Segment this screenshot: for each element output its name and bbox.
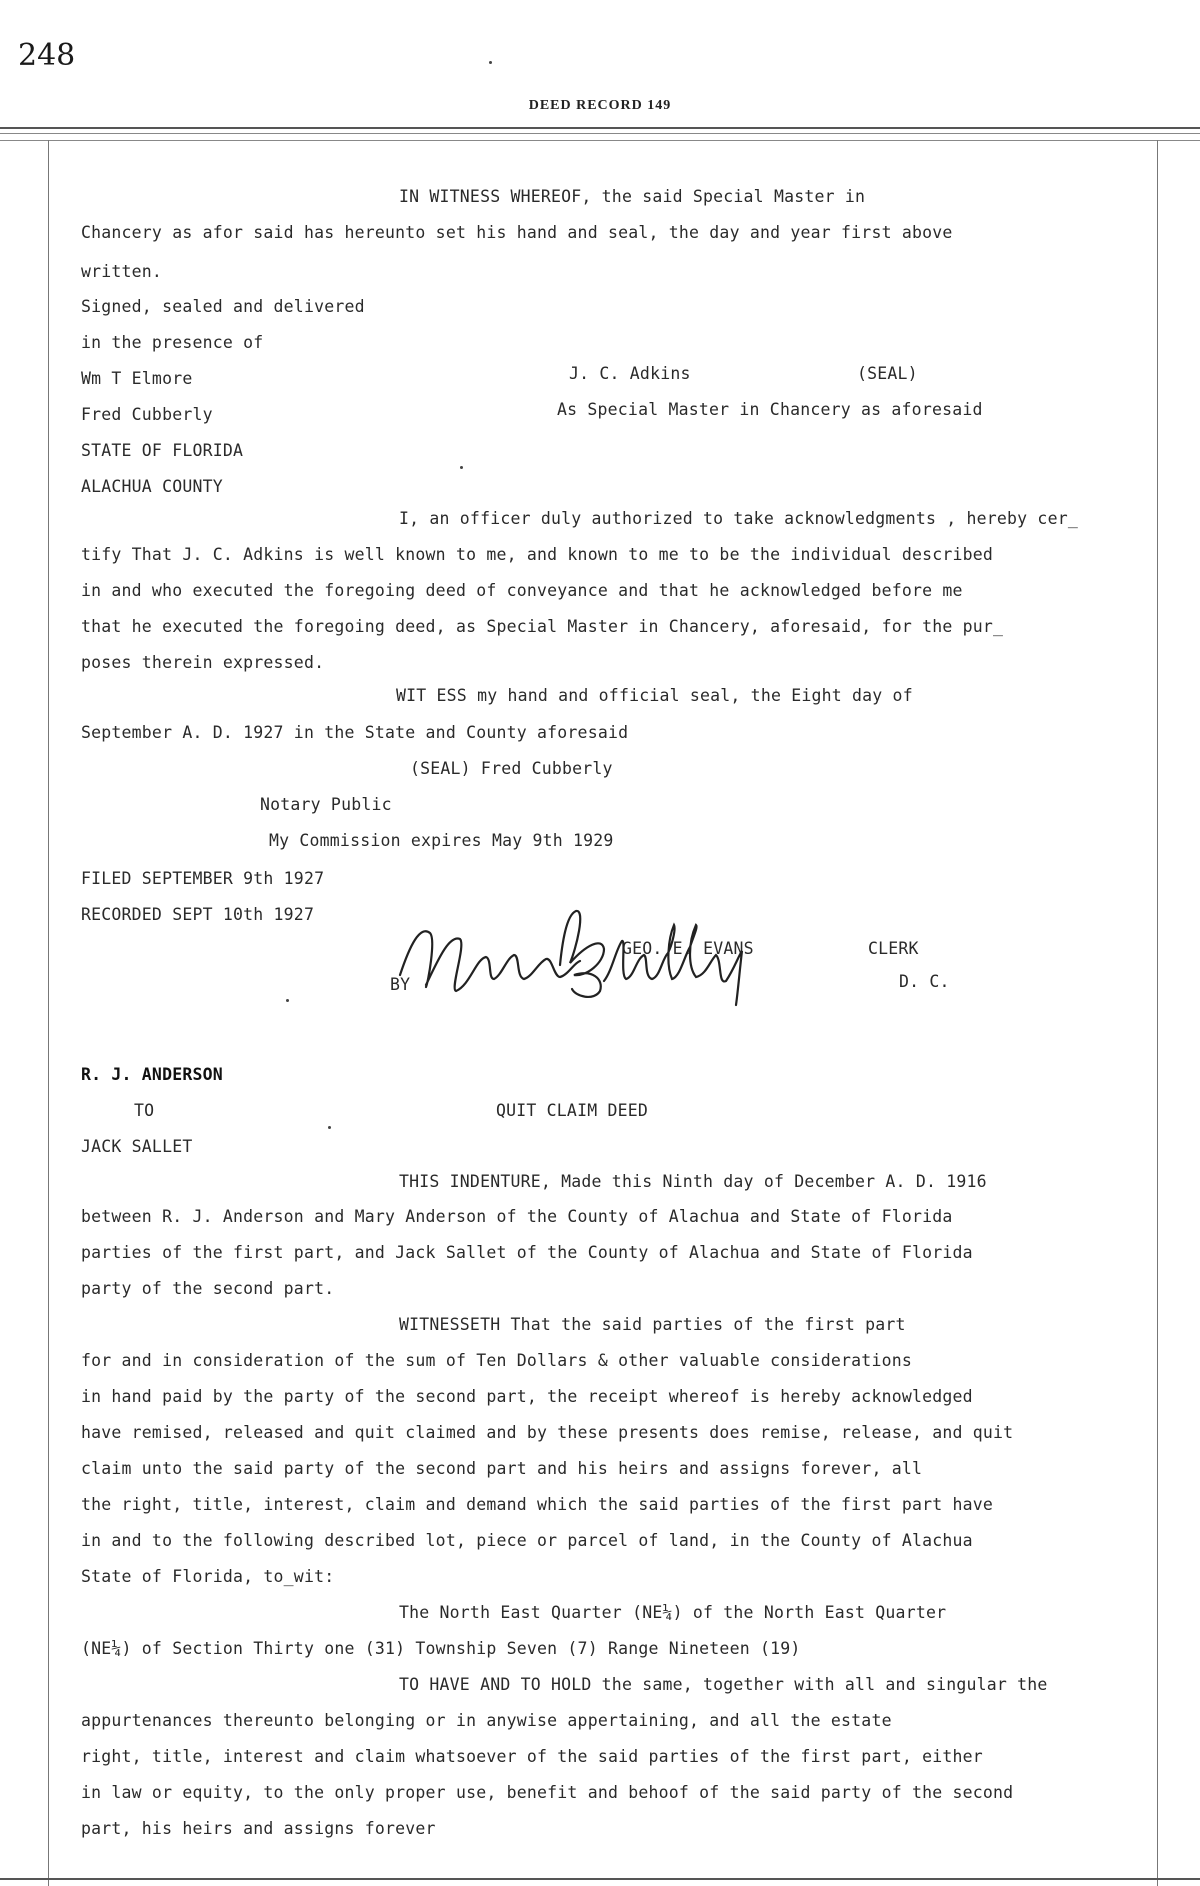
text-line: I, an officer duly authorized to take acknowledgments , hereby cer_ <box>399 509 1078 528</box>
handwritten-signature <box>390 905 780 1015</box>
text-line: Notary Public <box>260 795 392 814</box>
text-line: My Commission expires May 9th 1929 <box>269 831 614 850</box>
bottom-rule <box>0 1878 1200 1880</box>
text-line: THIS INDENTURE, Made this Ninth day of December A. D. 1916 <box>399 1172 987 1191</box>
text-line: tify That J. C. Adkins is well known to me, and known to me to be the individual described <box>81 545 994 564</box>
text-line: WIT ESS my hand and official seal, the Eight day of <box>396 686 913 705</box>
text-line: that he executed the foregoing deed, as Special Master in Chancery, aforesaid, for the pur_ <box>81 617 1004 636</box>
text-line: poses therein expressed. <box>81 653 325 672</box>
text-line: IN WITNESS WHEREOF, the said Special Master in <box>399 187 866 206</box>
clerk-title: CLERK <box>868 939 919 958</box>
text-line: claim unto the said party of the second part and his heirs and assigns forever, all <box>81 1459 923 1478</box>
text-line: parties of the first part, and Jack Sallet of the County of Alachua and State of Florida <box>81 1243 973 1262</box>
text-line: written. <box>81 262 163 281</box>
grantee-heading: JACK SALLET <box>81 1137 193 1156</box>
text-line: right, title, interest and claim whatsoever of the said parties of the first part, either <box>81 1747 983 1766</box>
clerk-name: GEO. E. EVANS <box>622 939 754 958</box>
text-line: in hand paid by the party of the second part, the receipt whereof is hereby acknowledged <box>81 1387 973 1406</box>
text-line: in law or equity, to the only proper use, benefit and behoof of the said party of the second <box>81 1783 1014 1802</box>
recording-date: RECORDED SEPT 10th 1927 <box>81 905 315 924</box>
land-description: (NE¼) of Section Thirty one (31) Township Seven (7) Range Nineteen (19) <box>81 1639 801 1658</box>
witness-name: Wm T Elmore <box>81 369 193 388</box>
notary-signature: (SEAL) Fred Cubberly <box>410 759 613 778</box>
text-line: appurtenances thereunto belonging or in anywise appertaining, and all the estate <box>81 1711 892 1730</box>
text-line: Chancery as afor said has hereunto set his hand and seal, the day and year first above <box>81 223 953 242</box>
text-line: WITNESSETH That the said parties of the first part <box>399 1315 906 1334</box>
text-line: for and in consideration of the sum of Ten Dollars & other valuable considerations <box>81 1351 912 1370</box>
header-rule <box>0 127 1200 129</box>
right-margin-line <box>1157 140 1158 1886</box>
running-head: DEED RECORD 149 <box>528 98 672 113</box>
text-line: part, his heirs and assigns forever <box>81 1819 436 1838</box>
land-description: The North East Quarter (NE¼) of the North East Quarter <box>399 1603 947 1622</box>
text-line: between R. J. Anderson and Mary Anderson of the County of Alachua and State of Florida <box>81 1207 953 1226</box>
header-rule <box>0 140 1200 141</box>
text-line: Signed, sealed and delivered <box>81 297 365 316</box>
text-line: in and who executed the foregoing deed of conveyance and that he acknowledged before me <box>81 581 963 600</box>
text-line: the right, title, interest, claim and demand which the said parties of the first part have <box>81 1495 994 1514</box>
text-line: STATE OF FLORIDA <box>81 441 244 460</box>
text-line: TO HAVE AND TO HOLD the same, together with all and singular the <box>399 1675 1048 1694</box>
page-number: 248 <box>18 38 76 73</box>
text-line: party of the second part. <box>81 1279 335 1298</box>
speck <box>489 61 492 64</box>
signer-name: J. C. Adkins <box>569 364 691 383</box>
text-line: in and to the following described lot, piece or parcel of land, in the County of Alachua <box>81 1531 973 1550</box>
signer-title: As Special Master in Chancery as aforesaid <box>557 400 983 419</box>
speck <box>286 999 289 1002</box>
text-line: ALACHUA COUNTY <box>81 477 223 496</box>
seal-mark: (SEAL) <box>857 364 918 383</box>
grantor-heading: R. J. ANDERSON <box>81 1065 223 1084</box>
speck <box>328 1126 331 1129</box>
filing-date: FILED SEPTEMBER 9th 1927 <box>81 869 325 888</box>
header-rule <box>0 133 1200 134</box>
text-line: BY <box>390 975 411 994</box>
deputy-clerk-mark: D. C. <box>899 972 950 991</box>
text-line: have remised, released and quit claimed and by these presents does remise, release, and quit <box>81 1423 1014 1442</box>
text-line: in the presence of <box>81 333 264 352</box>
text-line: TO <box>134 1101 155 1120</box>
speck <box>460 466 463 469</box>
left-margin-line <box>48 140 49 1886</box>
text-line: State of Florida, to_wit: <box>81 1567 335 1586</box>
text-line: September A. D. 1927 in the State and County aforesaid <box>81 723 629 742</box>
deed-type-heading: QUIT CLAIM DEED <box>496 1101 649 1120</box>
witness-name: Fred Cubberly <box>81 405 213 424</box>
